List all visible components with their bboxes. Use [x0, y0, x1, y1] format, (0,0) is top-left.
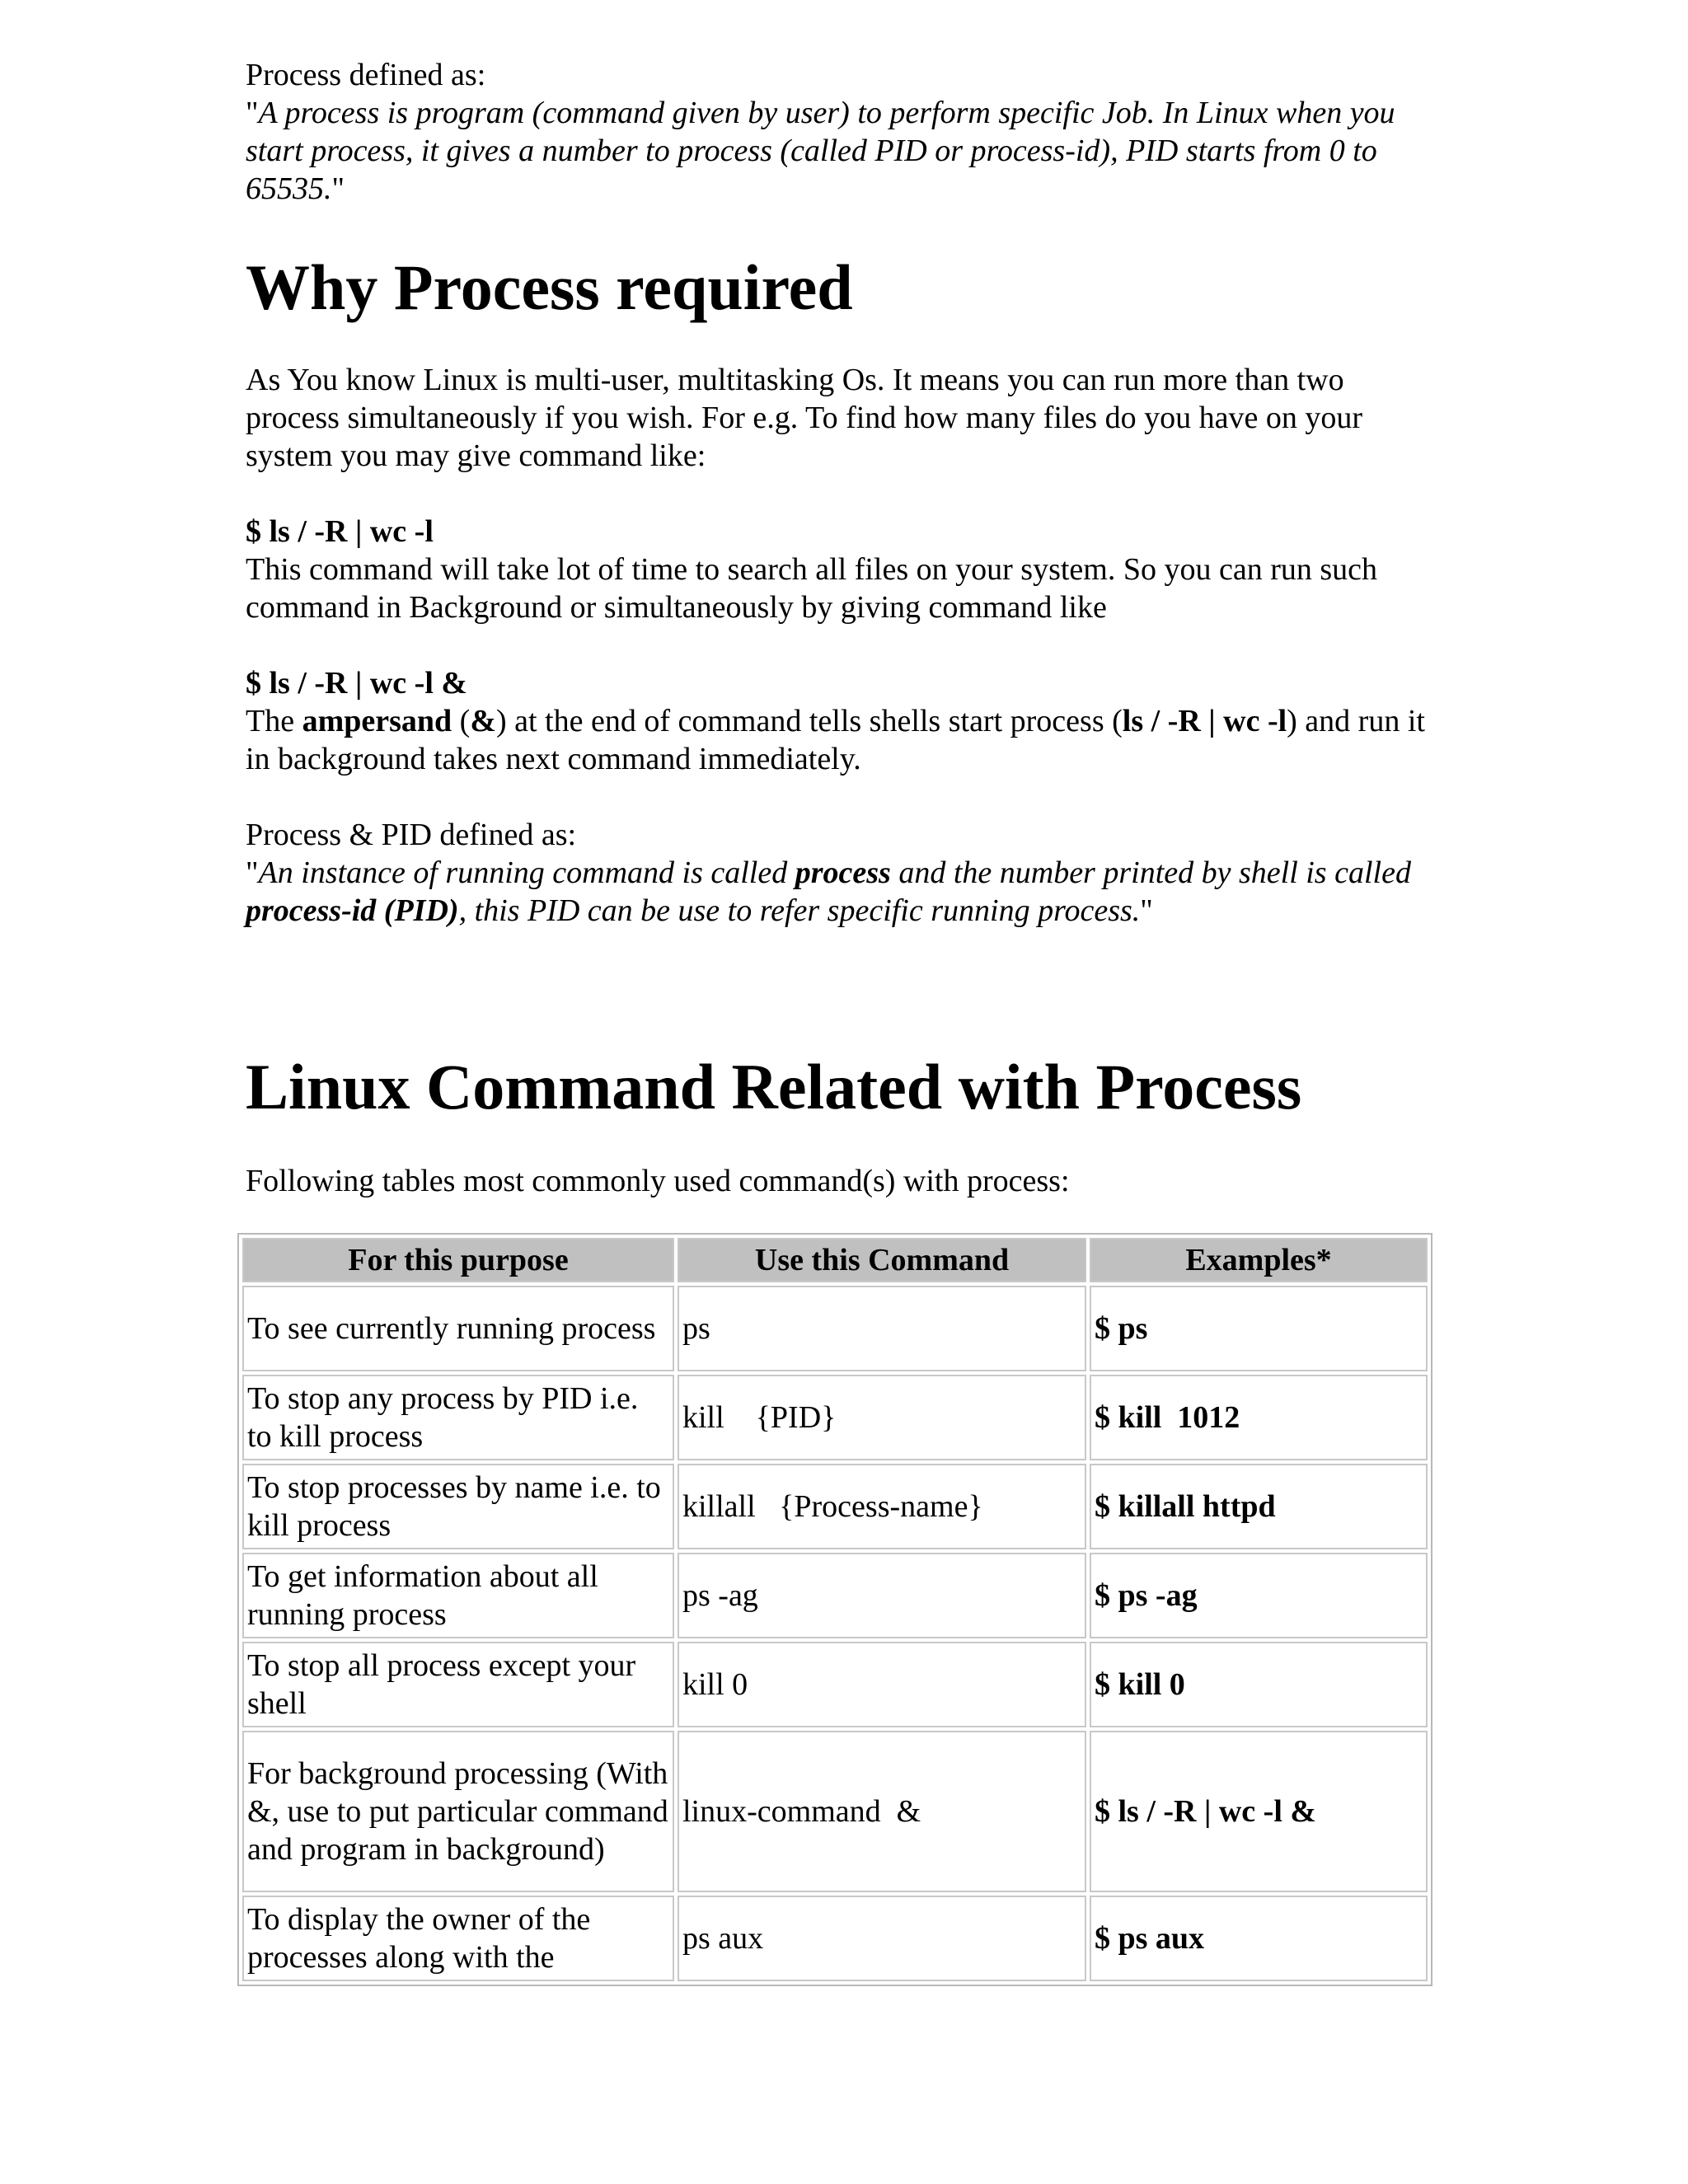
- table-row: [242, 1375, 1428, 1460]
- command-cell: ps -ag: [678, 1553, 1086, 1638]
- example-cell: $ ps: [1090, 1286, 1428, 1371]
- pid-term: process-id (PID): [246, 893, 459, 928]
- column-header: Examples*: [1090, 1238, 1428, 1282]
- definition-quote: [246, 94, 1441, 208]
- column-header: Use this Command: [678, 1238, 1086, 1282]
- pid-definition: [246, 816, 1441, 930]
- purpose-cell: To display the owner of the processes along with the: [242, 1896, 674, 1981]
- command-example-1-description: This command will take lot of time to search all files on your system. So you can run such command in Background or simultaneously by giving command like: [246, 552, 1378, 625]
- command-cell: kill {PID}: [678, 1375, 1086, 1460]
- command-cell: kill 0: [678, 1642, 1086, 1727]
- linux-command-heading: Linux Command Related with Process: [246, 1051, 1302, 1122]
- table-row: [242, 1642, 1428, 1727]
- table-row: [242, 1731, 1428, 1892]
- definition-label: Process defined as:: [246, 58, 486, 92]
- column-header: For this purpose: [242, 1238, 674, 1282]
- table-row: [242, 1896, 1428, 1981]
- example-cell: $ ps aux: [1090, 1896, 1428, 1981]
- table-row: [242, 1286, 1428, 1371]
- command-cell: linux-command &: [678, 1731, 1086, 1892]
- table-row: [242, 1464, 1428, 1549]
- command-example-1: $ ls / -R | wc -l: [246, 514, 434, 549]
- purpose-cell: To see currently running process: [242, 1286, 674, 1371]
- example-cell: $ ls / -R | wc -l &: [1090, 1731, 1428, 1892]
- example-cell: $ kill 1012: [1090, 1375, 1428, 1460]
- process-commands-table: [237, 1233, 1432, 1986]
- table-intro: Following tables most commonly used command(s) with process:: [246, 1164, 1070, 1198]
- example-cell: $ ps -ag: [1090, 1553, 1428, 1638]
- purpose-cell: To get information about all running process: [242, 1553, 674, 1638]
- quote-mark: ": [246, 96, 259, 130]
- command-cell: killall {Process-name}: [678, 1464, 1086, 1549]
- example-cell: $ kill 0: [1090, 1642, 1428, 1727]
- example-cell: $ killall httpd: [1090, 1464, 1428, 1549]
- process-term: process: [795, 855, 891, 890]
- table-header-row: [242, 1238, 1428, 1282]
- purpose-cell: To stop all process except your shell: [242, 1642, 674, 1727]
- purpose-cell: To stop processes by name i.e. to kill process: [242, 1464, 674, 1549]
- purpose-cell: For background processing (With &, use to put particular command and program in background): [242, 1731, 674, 1892]
- ampersand-symbol: &: [470, 704, 496, 738]
- command-cell: ps aux: [678, 1896, 1086, 1981]
- purpose-cell: To stop any process by PID i.e. to kill process: [242, 1375, 674, 1460]
- why-paragraph: As You know Linux is multi-user, multitasking Os. It means you can run more than two process simultaneously if you wish. For e.g. To find how many files do you have on your system you may give command like:: [246, 363, 1362, 473]
- definition-text: A process is program (command given by user) to perform specific Job. In Linux when you start process, it gives a number to process (called PID or process-id), PID starts from 0 to 65535.: [246, 96, 1395, 206]
- command-cell: ps: [678, 1286, 1086, 1371]
- table-row: [242, 1553, 1428, 1638]
- why-process-heading: Why Process required: [246, 251, 853, 323]
- process-definition: [246, 56, 1441, 208]
- ampersand-explanation: The ampersand (&) at the end of command tells shells start process (ls / -R | wc -l) and run it in background takes next command immediately.: [246, 704, 1425, 776]
- pid-label: Process & PID defined as:: [246, 818, 577, 852]
- pid-quote: "An instance of running command is called process and the number printed by shell is called process-id (PID), this PID can be use to refer specific running process.": [246, 855, 1411, 928]
- quote-mark: ": [331, 171, 345, 206]
- inline-command: ls / -R | wc -l: [1122, 704, 1287, 738]
- command-example-2: $ ls / -R | wc -l &: [246, 666, 468, 701]
- ampersand-term: ampersand: [302, 704, 452, 738]
